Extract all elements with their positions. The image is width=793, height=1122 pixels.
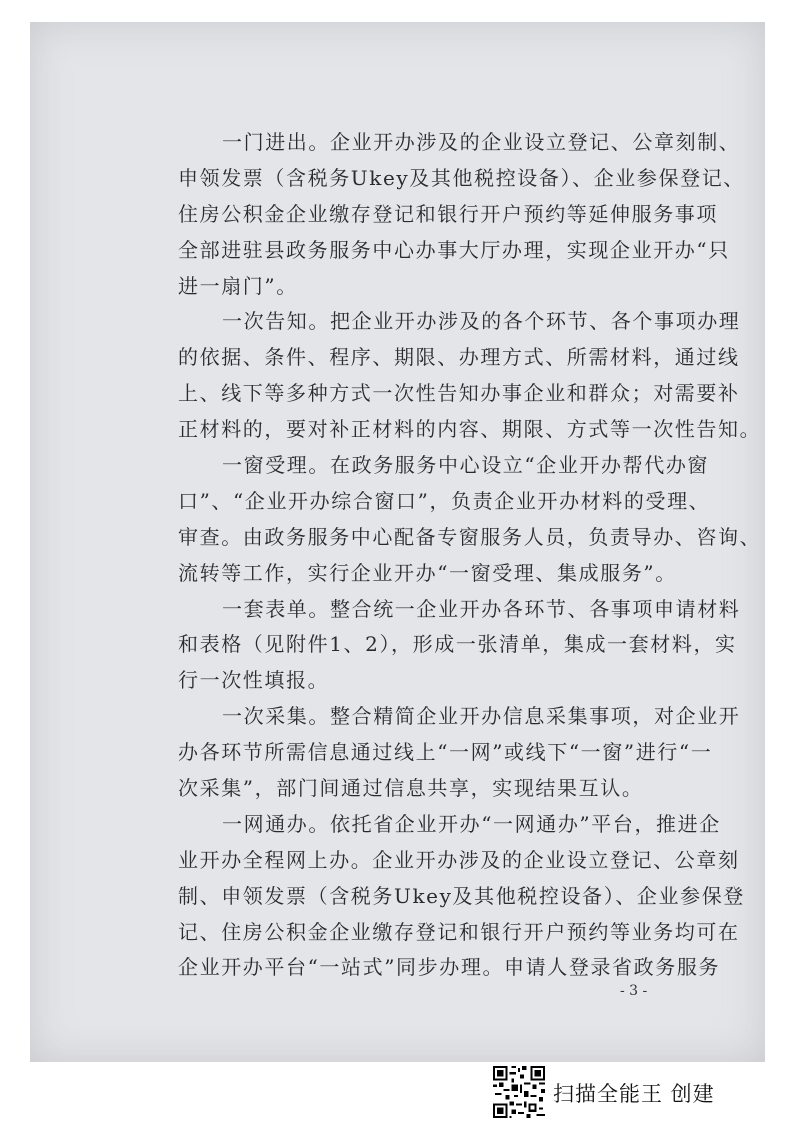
text-line: 正材料的，要对补正材料的内容、期限、方式等一次性告知。 bbox=[178, 417, 762, 442]
text-line: 业开办全程网上办。企业开办涉及的企业设立登记、公章刻 bbox=[178, 847, 740, 872]
text-line: 一窗受理。在政务服务中心设立“企业开办帮代办窗 bbox=[222, 453, 710, 478]
text-line: 行一次性填报。 bbox=[178, 668, 330, 693]
text-line: 办各环节所需信息通过线上“一网”或线下“一窗”进行“一 bbox=[178, 740, 713, 765]
text-line: 全部进驻县政务服务中心办事大厅办理，实现企业开办“只 bbox=[178, 237, 730, 262]
text-line: 一门进出。企业开办涉及的企业设立登记、公章刻制、 bbox=[222, 130, 741, 154]
text-line: 一次采集。整合精简企业开办信息采集事项，对企业开 bbox=[222, 704, 741, 729]
text-line: 次采集”，部门间通过信息共享，实现结果互认。 bbox=[178, 776, 644, 801]
text-line: 记、住房公积金企业缴存登记和银行开户预约等业务均可在 bbox=[178, 919, 740, 944]
qr-code-icon bbox=[493, 1066, 545, 1118]
text-line: 制、申领发票（含税务Ukey及其他税控设备）、企业参保登 bbox=[178, 883, 745, 908]
text-line: 一次告知。把企业开办涉及的各个环节、各个事项办理 bbox=[222, 309, 741, 334]
text-line: 的依据、条件、程序、期限、办理方式、所需材料，通过线 bbox=[178, 345, 740, 370]
text-line: 审查。由政务服务中心配备专窗服务人员，负责导办、咨询、 bbox=[178, 524, 762, 549]
scanned-page bbox=[30, 22, 765, 1062]
document-body bbox=[178, 125, 762, 986]
text-line: 上、线下等多种方式一次性告知办事企业和群众；对需要补 bbox=[178, 381, 740, 406]
text-line: 口”、“企业开办综合窗口”，负责企业开办材料的受理、 bbox=[178, 488, 711, 513]
scanner-watermark bbox=[493, 1066, 773, 1120]
text-line: 申领发票（含税务Ukey及其他税控设备）、企业参保登记、 bbox=[178, 165, 745, 190]
text-line: 一套表单。整合统一企业开办各环节、各事项申请材料 bbox=[222, 596, 741, 621]
text-line: 一网通办。依托省企业开办“一网通办”平台，推进企 bbox=[222, 811, 721, 836]
text-line: 流转等工作，实行企业开办“一窗受理、集成服务”。 bbox=[178, 560, 677, 585]
text-line: 住房公积金企业缴存登记和银行开户预约等延伸服务事项 bbox=[178, 201, 718, 226]
text-line: 进一扇门”。 bbox=[178, 273, 298, 298]
page-number: - 3 - bbox=[620, 983, 648, 999]
watermark-label: 扫描全能王 创建 bbox=[553, 1082, 715, 1106]
text-line: 企业开办平台“一站式”同步办理。申请人登录省政务服务 bbox=[178, 955, 721, 980]
text-line: 和表格（见附件1、2），形成一张清单，集成一套材料，实 bbox=[178, 632, 737, 657]
